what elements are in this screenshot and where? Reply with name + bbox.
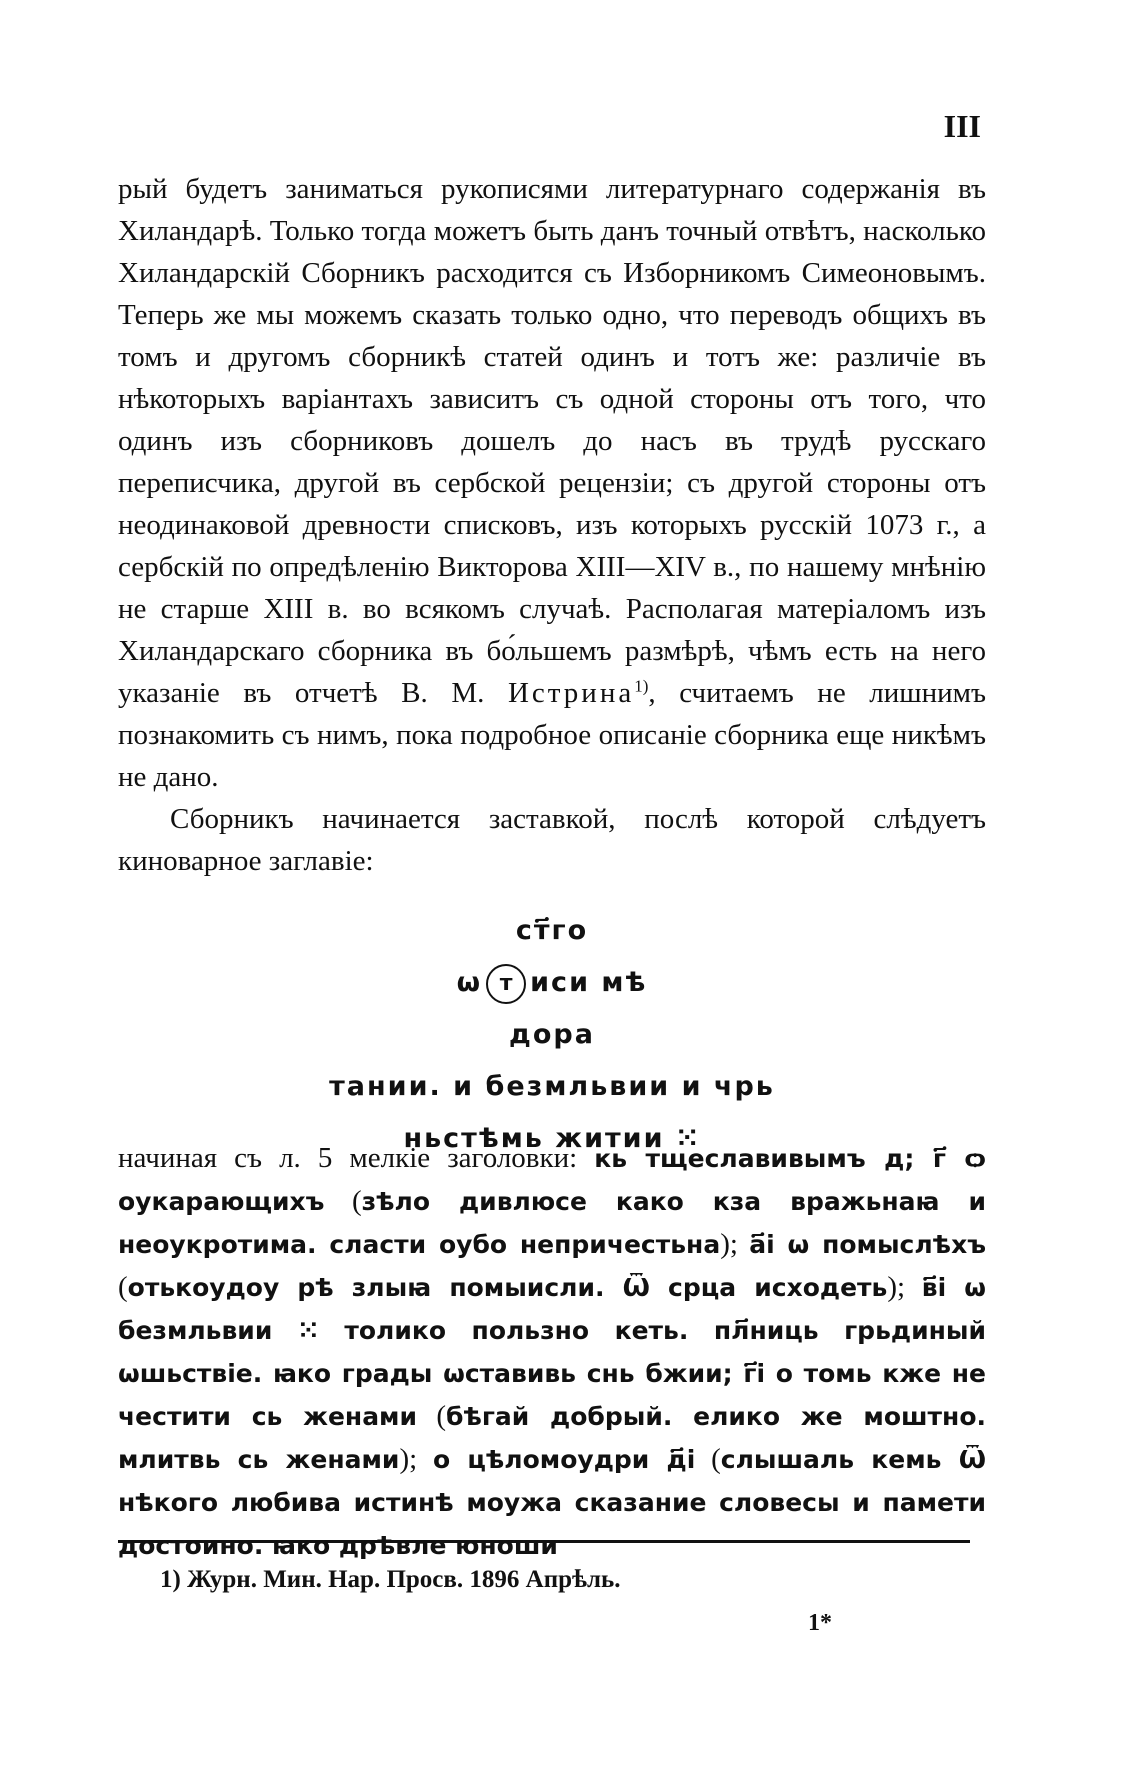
paragraph-1-text-a: рый будетъ заниматься рукописями литературнаго содержанія въ Хиландарѣ. Только тогда можетъ быть данъ точный отвѣтъ, насколько Хиландарскій Сборникъ расходится съ Изборникомъ Симеоновымъ. Теперь же мы можемъ сказать только одно, что переводъ общихъ въ томъ и другомъ сборникѣ статей одинъ и тотъ же: различіе въ нѣкоторыхъ варіантахъ зависитъ съ одной стороны отъ того, что одинъ изъ сборниковъ дошелъ до насъ въ трудѣ русскаго переписчика, другой въ сербской рецензіи; съ другой стороны отъ неодинаковой древности списковъ, изъ которыхъ русскій 1073 г., а сербскій по опредѣленію Викторова XIII—XIV в., по нашему мнѣнію не старше XIII в. во всякомъ случаѣ. Располагая матеріаломъ изъ Хиландарскаго сборника въ бо́льшемъ размѣрѣ, чѣмъ есть на него указаніе въ отчетѣ В. М. [118,173,986,709]
slavonic-quote-2: отькоудоу рѣ злыꙗ помыисли. Ѿ срца исходеть [127,1273,888,1302]
punctuation: ); [720,1228,750,1260]
paragraph-2: Сборникъ начинается заставкой, послѣ которой слѣдуетъ киноварное заглавіе: [118,803,986,877]
slavonic-heading-3: в҃і ѡ безмльвии ⁙ толико пользно кеть. пл҃ниць грьдиный ѡшьствіе. ꙗко грады ѡставивь снь бжии; г҃і о томь кже не честити сь женами [118,1273,986,1431]
title-line-2 [118,957,986,1009]
punctuation: ( [324,1185,362,1217]
punctuation: ( [118,1271,128,1303]
paragraph-1-text-b: , считаемъ не лишнимъ познакомить съ нимъ, пока подробное описаніе сборника еще никѣмъ не дано. [118,677,986,793]
footnote-reference[interactable]: 1) [634,676,649,696]
punctuation: ); [399,1443,433,1475]
page-number: III [943,108,981,144]
paragraph-3-intro: начиная съ л. 5 мелкіе заголовки: [118,1142,595,1174]
punctuation: ( [417,1400,446,1432]
slavonic-quote-4: слышаль кемь Ѿ нѣкого любива истинѣ моужа сказание словесы и памети достоино. ꙗко дрѣвле юноши [118,1445,987,1560]
slavonic-heading-4: о цѣломоудри д҃і [432,1445,696,1474]
body-text-2 [118,1137,986,1567]
author-name: Истрина [507,677,635,709]
punctuation: ( [695,1443,721,1475]
circled-letter: т [486,964,526,1004]
slavonic-heading-2: а҃і ѡ помыслѣхъ [749,1230,986,1259]
slavonic-heading-1: кь тщеславивымъ д; г҃ ѻ оукарающихъ [118,1144,986,1216]
punctuation: ); [887,1271,922,1303]
footnote-divider [118,1540,970,1543]
title-line-2-pre: ѡ [456,967,483,998]
title-line-5: ньстѣмь житии ⁙ [403,1123,701,1154]
signature-mark: 1* [808,1610,832,1636]
cinnabar-title [118,905,986,1165]
footnote: 1) Журн. Мин. Нар. Просв. 1896 Апрѣль. [160,1566,621,1593]
title-line-2-post: иси мѣ [530,967,648,998]
paragraph-1 [118,168,986,798]
title-line-1: ст҃го [515,915,589,946]
slavonic-quote-3: бѣгай добрый. елико же моштно. млитвь сь женами [118,1402,986,1474]
paragraph-3 [118,1137,986,1567]
body-text [118,168,986,882]
title-line-4: тании. и безмльвии и чрь [329,1071,775,1102]
title-line-3: дора [509,1019,595,1050]
slavonic-quote-1: зѣло дивлюсе како кза вражьнаꙗ и неоукротима. сласти оубо непричестьна [118,1187,986,1259]
